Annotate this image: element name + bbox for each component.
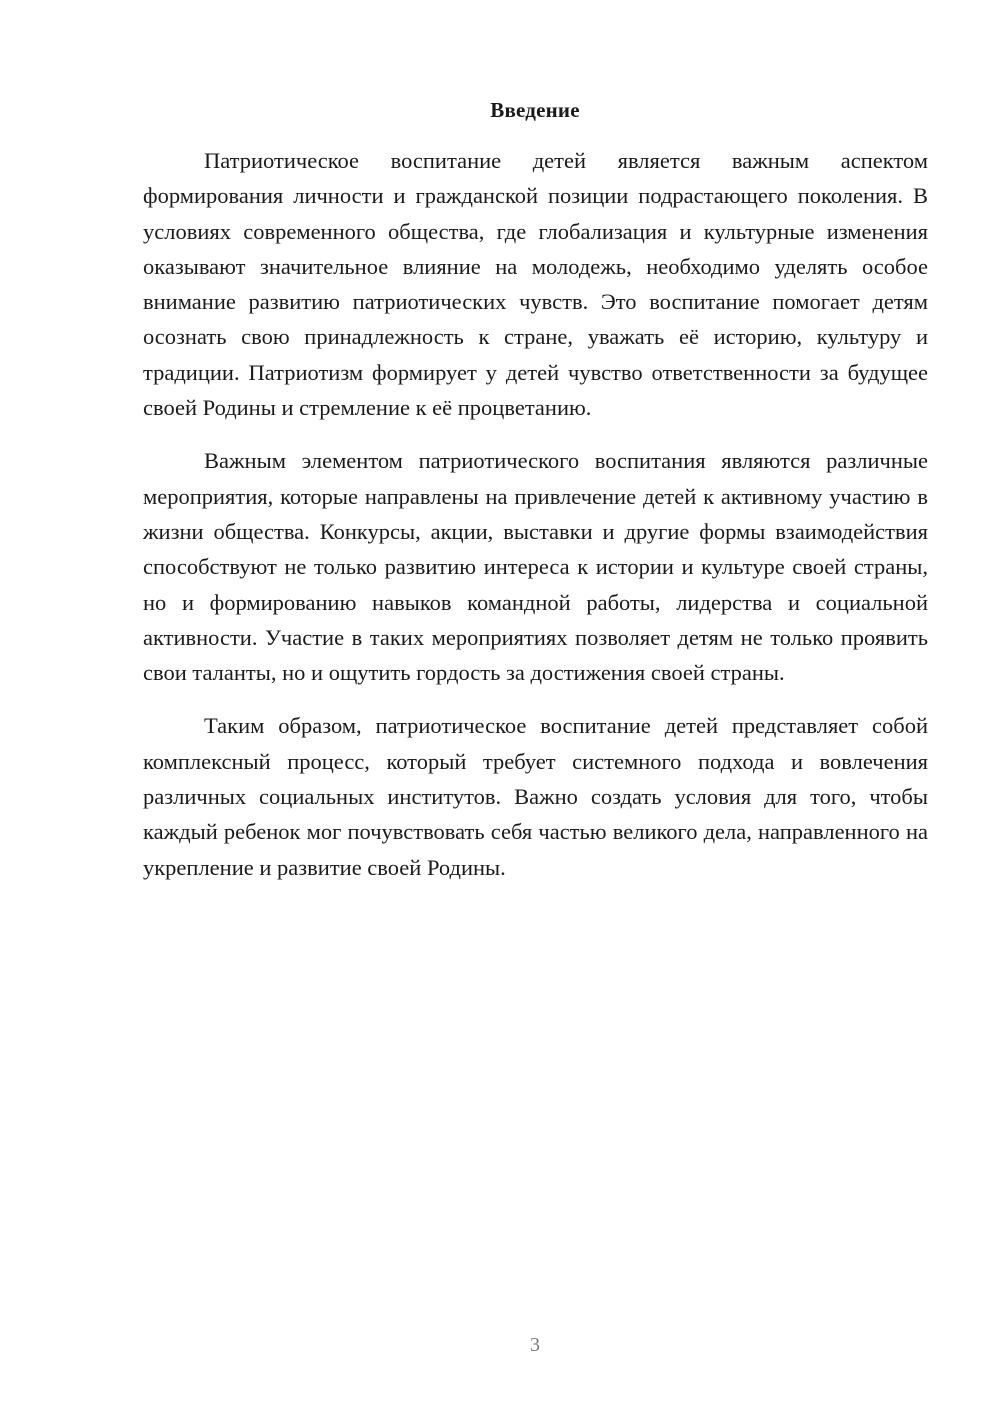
page-number: 3 bbox=[530, 1334, 540, 1356]
paragraph-2: Важным элементом патриотического воспитания являются различные мероприятия, которые направлены на привлечение детей к активному участию в жизни общества. Конкурсы, акции, выставки и другие формы взаимодействия способствуют не только развитию интереса к истории и культуре своей страны, но и формированию навыков командной работы, лидерства и социальной активности. Участие в таких мероприятиях позволяет детям не только проявить свои таланты, но и ощутить гордость за достижения своей страны. bbox=[143, 448, 928, 686]
paragraph-1: Патриотическое воспитание детей является важным аспектом формирования личности и гражданской позиции подрастающего поколения. В условиях современного общества, где глобализация и культурные изменения оказывают значительное влияние на молодежь, необходимо уделять особое внимание развитию патриотических чувств. Это воспитание помогает детям осознать свою принадлежность к стране, уважать её историю, культуру и традиции. Патриотизм формирует у детей чувство ответственности за будущее своей Родины и стремление к её процветанию. bbox=[143, 148, 928, 421]
section-title: Введение bbox=[490, 98, 580, 122]
body-text bbox=[143, 143, 928, 885]
paragraph-3: Таким образом, патриотическое воспитание детей представляет собой комплексный процесс, который требует системного подхода и вовлечения различных социальных институтов. Важно создать условия для того, чтобы каждый ребенок мог почувствовать себя частью великого дела, направленного на укрепление и развитие своей Родины. bbox=[143, 713, 928, 880]
